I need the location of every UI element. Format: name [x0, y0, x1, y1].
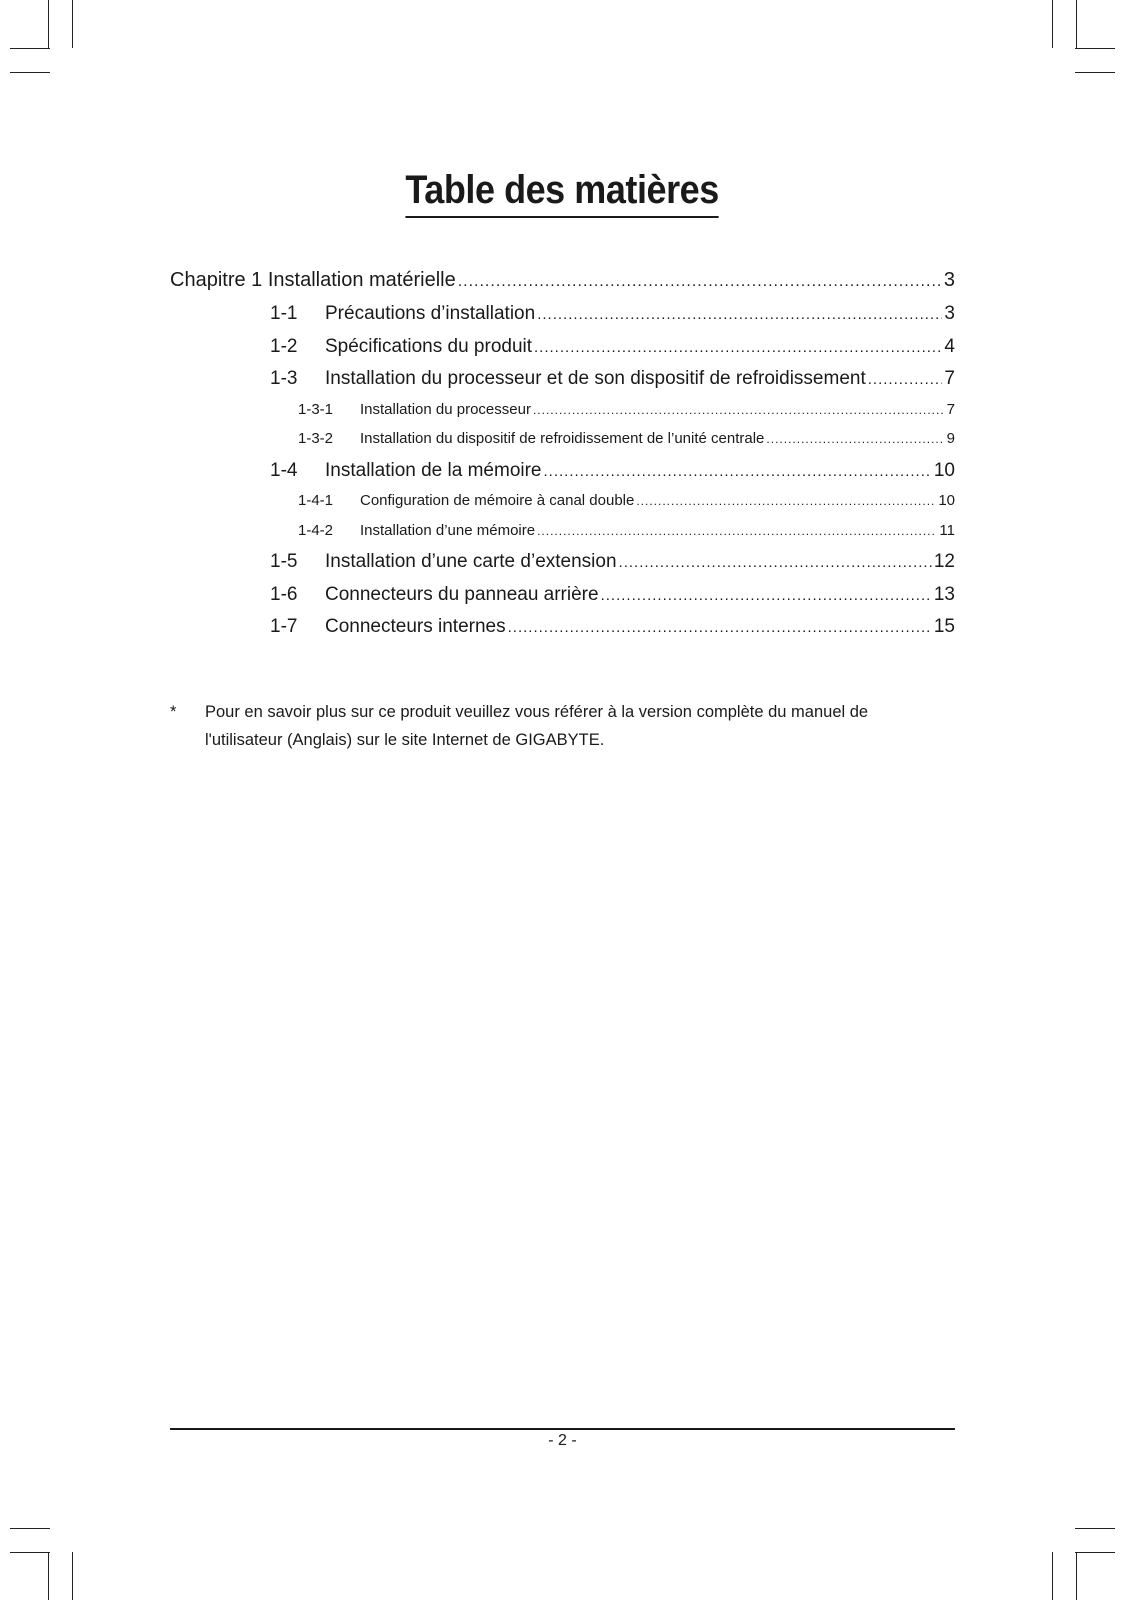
toc-dot-leader [458, 274, 942, 290]
page-title-text: Table des matières [406, 166, 719, 218]
toc-entry-number: 1-3 [270, 368, 298, 389]
toc-entry-label: Connecteurs du panneau arrière [325, 583, 599, 605]
toc-entry[interactable] [170, 552, 955, 585]
page-number: - 2 - [548, 1432, 577, 1449]
toc-entry-label: Installation de la mémoire [325, 459, 542, 481]
table-of-contents [170, 270, 955, 650]
toc-entry-page: 15 [933, 616, 955, 637]
crop-mark [72, 0, 73, 48]
footnote [170, 698, 950, 754]
footer-divider [170, 1428, 955, 1430]
crop-mark [1075, 48, 1115, 49]
crop-mark [72, 1552, 73, 1600]
toc-entry[interactable] [170, 304, 955, 337]
toc-dot-leader [544, 464, 932, 479]
toc-entry-page: 3 [944, 303, 955, 324]
crop-mark [1076, 0, 1077, 48]
toc-dot-leader [619, 555, 932, 570]
toc-dot-leader [636, 495, 936, 507]
toc-entry[interactable] [170, 337, 955, 370]
crop-mark [10, 1552, 50, 1553]
toc-entry-page: 12 [933, 551, 955, 572]
toc-entry-page: 7 [946, 400, 955, 418]
toc-entry[interactable] [170, 461, 955, 494]
crop-mark [10, 72, 50, 73]
toc-entry[interactable] [170, 369, 955, 402]
toc-dot-leader [534, 340, 942, 355]
toc-entry[interactable] [170, 585, 955, 618]
toc-entry[interactable] [170, 270, 955, 304]
crop-mark [1076, 1552, 1077, 1600]
toc-entry-page: 10 [933, 459, 955, 481]
toc-entry-number: 1-3-2 [298, 430, 334, 447]
toc-entry-number: 1-6 [270, 583, 298, 605]
toc-entry-label: Connecteurs internes [325, 616, 506, 637]
toc-entry-label: Précautions d’installation [325, 303, 536, 324]
crop-mark [1052, 1552, 1053, 1600]
footnote-text: Pour en savoir plus sur ce produit veuillez vous référer à la version complète du manuel de l'utilisateur (Anglais) sur le site Internet de GIGABYTE. [205, 703, 869, 749]
footnote-marker: * [170, 703, 177, 721]
crop-mark [48, 1552, 49, 1600]
toc-entry-page: 7 [944, 368, 955, 389]
toc-entry-page: 4 [944, 335, 955, 357]
toc-entry-label: Installation du processeur et de son dispositif de refroidissement [325, 368, 866, 389]
toc-entry-number: 1-4-2 [298, 521, 334, 539]
crop-mark [1052, 0, 1053, 48]
toc-entry-page: 11 [939, 521, 955, 539]
page-title [0, 166, 1125, 218]
toc-entry-number: 1-5 [270, 551, 298, 572]
toc-entry[interactable] [170, 493, 955, 523]
toc-dot-leader [601, 588, 932, 603]
toc-entry[interactable] [170, 523, 955, 553]
toc-entry-number: 1-7 [270, 616, 298, 637]
toc-entry-number: 1-3-1 [298, 400, 334, 418]
toc-entry-page: 13 [933, 583, 955, 605]
toc-dot-leader [868, 372, 943, 387]
toc-entry-label: Installation d’une carte d’extension [325, 551, 617, 572]
toc-dot-leader [537, 525, 937, 537]
toc-entry-number: 1-2 [270, 335, 298, 357]
toc-entry-label: Installation du dispositif de refroidissement de l’unité centrale [360, 430, 765, 447]
crop-mark [1075, 1552, 1115, 1553]
crop-mark [10, 1528, 50, 1529]
toc-entry[interactable] [170, 431, 955, 461]
toc-entry-label: Installation du processeur [360, 400, 531, 418]
toc-entry-number: 1-4-1 [298, 492, 334, 509]
toc-entry-label: Configuration de mémoire à canal double [360, 492, 635, 509]
toc-entry-label: Spécifications du produit [325, 335, 533, 357]
toc-entry-number: 1-1 [270, 303, 298, 324]
toc-entry-label: Installation d’une mémoire [360, 521, 536, 539]
toc-entry[interactable] [170, 617, 955, 650]
toc-entry-label: Chapitre 1 Installation matérielle [170, 269, 456, 291]
crop-mark [10, 48, 50, 49]
crop-mark [48, 0, 49, 48]
crop-mark [1075, 72, 1115, 73]
toc-entry-page: 3 [943, 269, 955, 291]
toc-dot-leader [537, 307, 942, 322]
toc-dot-leader [533, 404, 945, 416]
toc-entry-page: 10 [938, 492, 955, 509]
toc-entry-number: 1-4 [270, 459, 298, 481]
toc-entry-page: 9 [946, 430, 955, 447]
toc-dot-leader [766, 433, 944, 445]
toc-entry[interactable] [170, 402, 955, 432]
toc-dot-leader [508, 620, 932, 635]
crop-mark [1075, 1528, 1115, 1529]
